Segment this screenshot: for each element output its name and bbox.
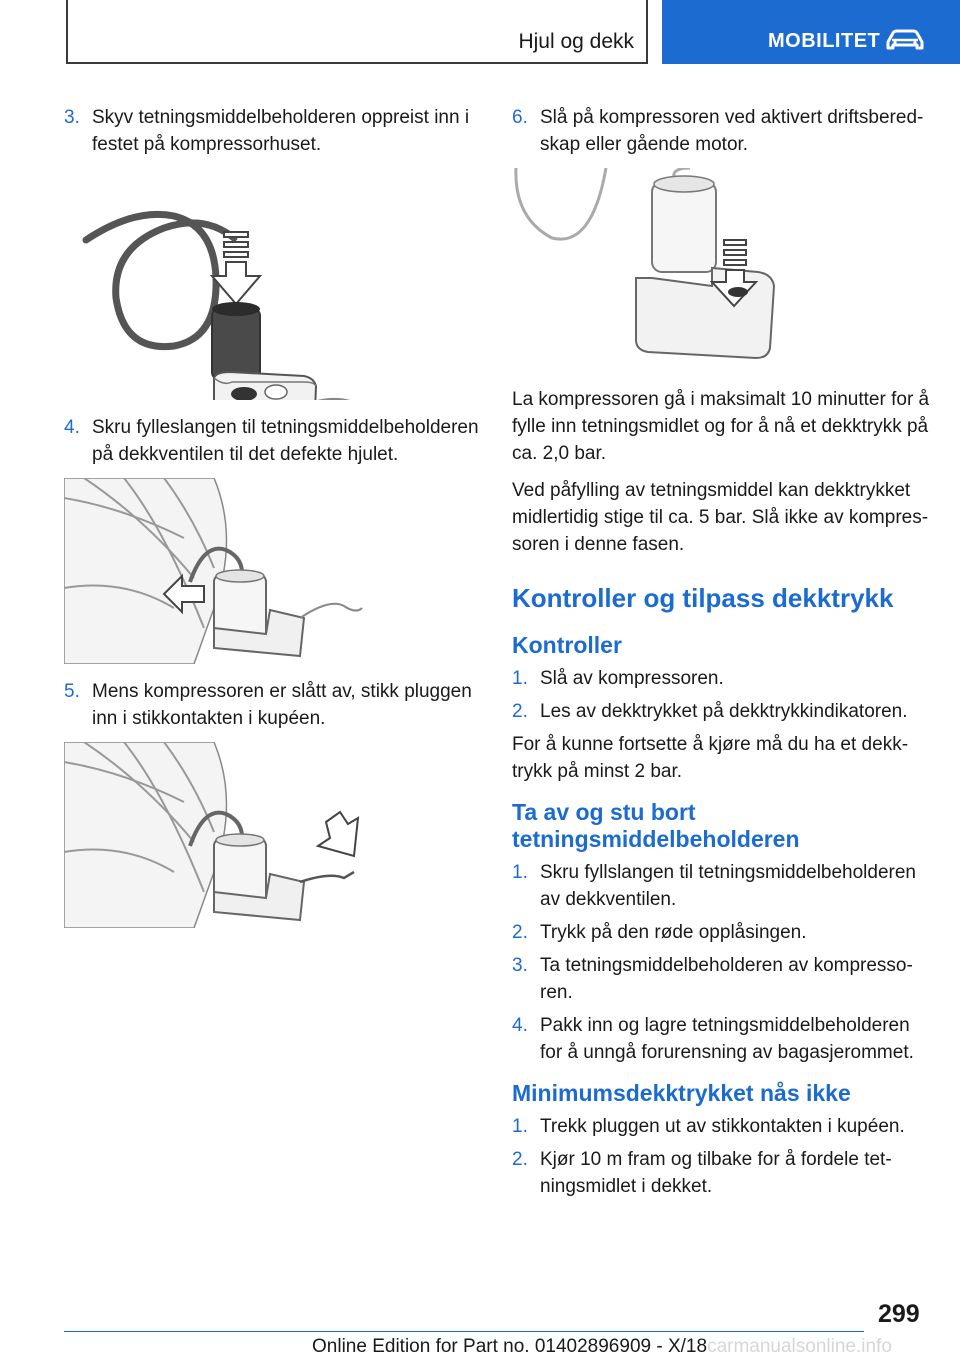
step-text: Mens kompressoren er slått av, stikk pluggen inn i stikkontakten i kupéen. bbox=[92, 681, 472, 729]
step-text: Trykk på den røde opplåsingen. bbox=[540, 922, 807, 943]
step-number: 4. bbox=[64, 417, 80, 438]
section-title: Hjul og dekk bbox=[518, 30, 634, 53]
chapter-title: MOBILITET bbox=[768, 30, 881, 52]
paragraph-min-pressure: For å kunne fortsette å kjøre må du ha et dekktrykk på minst 2 bar. bbox=[512, 734, 909, 782]
illustration-connect-hose-to-valve bbox=[64, 478, 482, 664]
step-number: 1. bbox=[512, 668, 528, 689]
step-text: Pakk inn og lagre tetningsmiddelbeholderen for å unngå forurensning av bagasjerommet. bbox=[540, 1015, 914, 1063]
min-step-1 bbox=[512, 1113, 930, 1140]
footer-divider bbox=[64, 1331, 864, 1332]
page-number: 299 bbox=[878, 1300, 920, 1328]
step-text: Ta tetningsmiddelbeholderen av kompressoren. bbox=[540, 955, 913, 1003]
min-step-2 bbox=[512, 1146, 930, 1200]
step-text: Skru fyllslangen til tetningsmiddelbeholderen av dekkventilen. bbox=[540, 862, 917, 910]
remove-step-1 bbox=[512, 859, 930, 913]
check-step-2 bbox=[512, 698, 930, 725]
step-5 bbox=[64, 678, 482, 732]
step-text: Slå av kompressoren. bbox=[540, 668, 724, 689]
step-number: 4. bbox=[512, 1015, 528, 1036]
step-text: Les av dekktrykket på dekktrykkindikatoren. bbox=[540, 701, 908, 722]
paragraph-pressure-rise: Ved påfylling av tetningsmiddel kan dekktrykket midlertidig stige til ca. 5 bar. Slå ikke av kompressoren i denne fasen. bbox=[512, 480, 929, 555]
footer-edition bbox=[312, 1336, 892, 1358]
step-6 bbox=[512, 104, 930, 158]
paragraph-runtime: La kompressoren gå i maksimalt 10 minutter for å fylle inn tetningsmidlet og for å nå et dekktrykk på ca. 2,0 bar. bbox=[512, 389, 930, 464]
heading-check-adjust-pressure: Kontroller og tilpass dekktrykk bbox=[512, 583, 894, 613]
subheading-min-pressure-not-reached: Minimumsdekktrykket nås ikke bbox=[512, 1080, 851, 1106]
header-section-box bbox=[66, 0, 648, 64]
step-text: Kjør 10 m fram og tilbake for å fordele tetningsmidlet i dekket. bbox=[540, 1149, 892, 1197]
illustration-plug-into-socket bbox=[64, 742, 482, 928]
step-text: Skru fylleslangen til tetningsmiddelbeholderen på dekkventilen til det defekte hjulet. bbox=[92, 417, 479, 465]
step-number: 3. bbox=[512, 955, 528, 976]
step-number: 2. bbox=[512, 1149, 528, 1170]
step-text: Trekk pluggen ut av stikkontakten i kupéen. bbox=[540, 1116, 905, 1137]
illustration-insert-sealant-container bbox=[64, 168, 482, 400]
step-number: 3. bbox=[64, 107, 80, 128]
car-icon bbox=[884, 28, 926, 52]
check-step-1 bbox=[512, 665, 930, 692]
step-3 bbox=[64, 104, 482, 158]
subheading-check: Kontroller bbox=[512, 632, 622, 658]
step-4 bbox=[64, 414, 482, 468]
watermark-text: carmanualsonline.info bbox=[707, 1336, 892, 1357]
step-number: 2. bbox=[512, 922, 528, 943]
illustration-switch-on-compressor bbox=[512, 168, 930, 372]
left-column bbox=[64, 104, 482, 942]
right-column bbox=[512, 104, 930, 1206]
chapter-tab bbox=[662, 0, 960, 64]
edition-text: Online Edition for Part no. 01402896909 - X/18 bbox=[312, 1336, 708, 1357]
step-number: 6. bbox=[512, 107, 528, 128]
remove-step-2 bbox=[512, 919, 930, 946]
step-number: 1. bbox=[512, 1116, 528, 1137]
step-number: 2. bbox=[512, 701, 528, 722]
step-text: Slå på kompressoren ved aktivert driftsberedskap eller gående motor. bbox=[540, 107, 924, 155]
step-number: 5. bbox=[64, 681, 80, 702]
step-text: Skyv tetningsmiddelbeholderen oppreist inn i festet på kompressorhuset. bbox=[92, 107, 470, 155]
remove-step-4 bbox=[512, 1012, 930, 1066]
remove-step-3 bbox=[512, 952, 930, 1006]
subheading-remove-container: Ta av og stu bort tetningsmiddelbeholderen bbox=[512, 799, 800, 852]
step-number: 1. bbox=[512, 862, 528, 883]
